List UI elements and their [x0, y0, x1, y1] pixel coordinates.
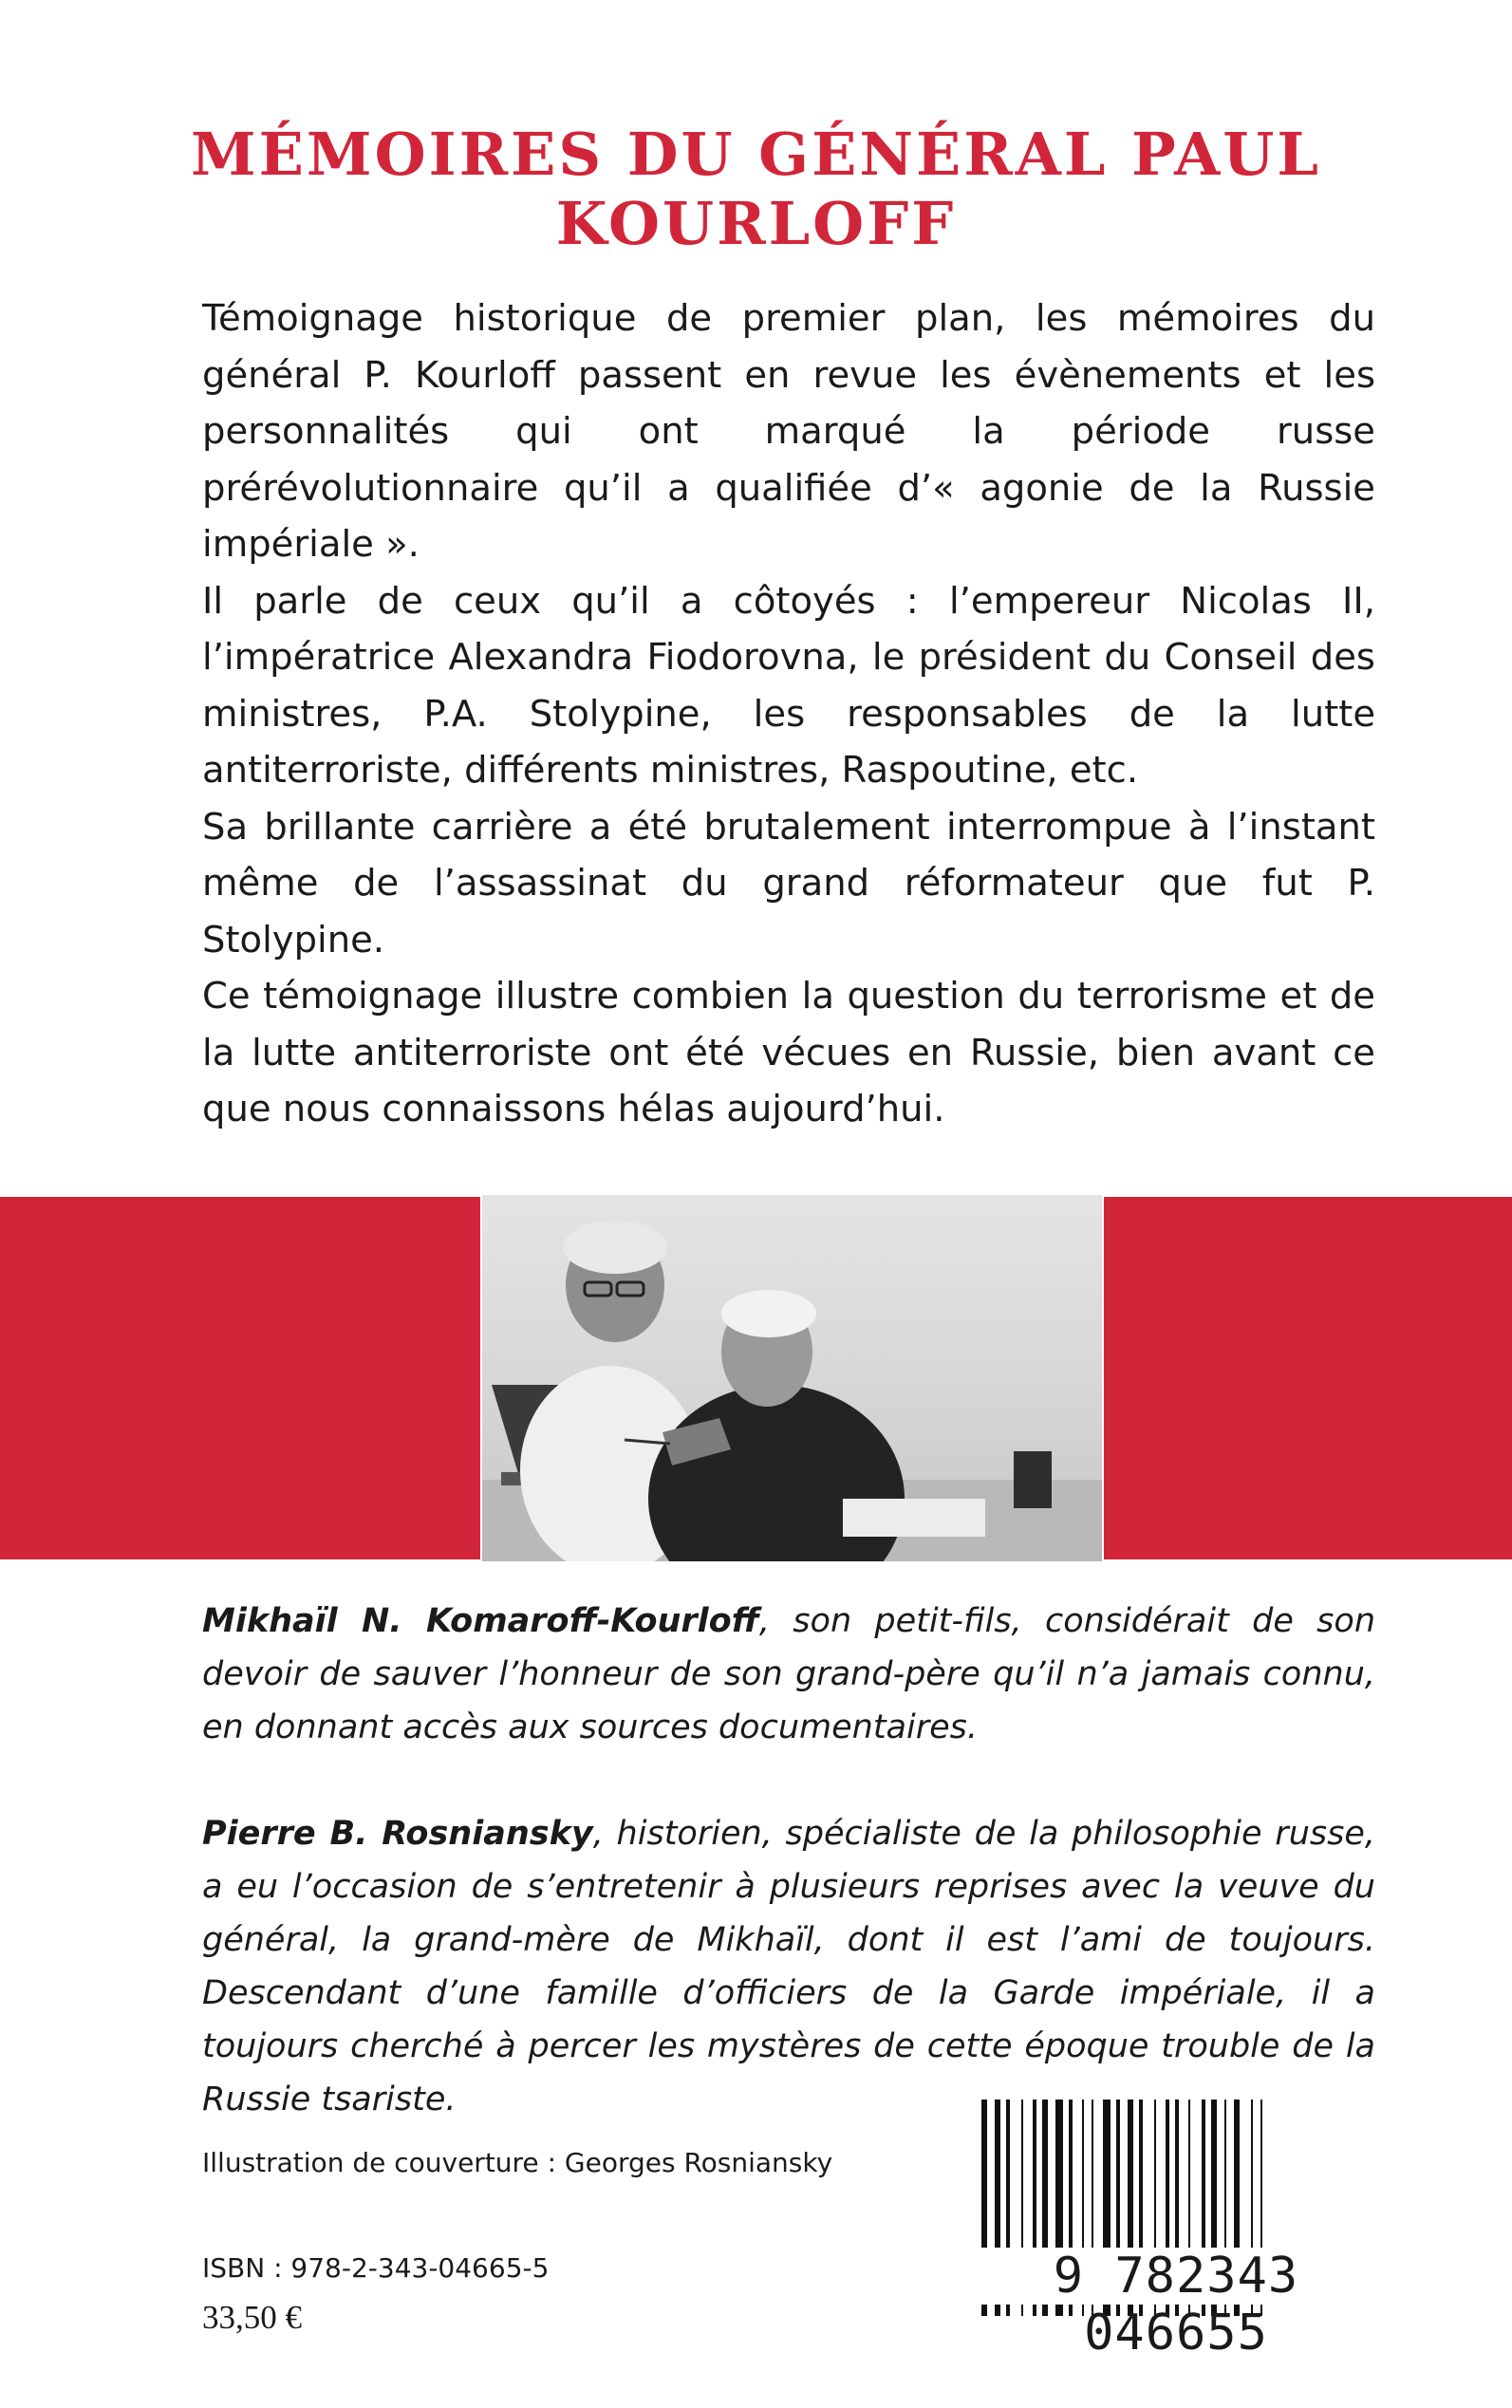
bio-paragraph — [202, 1807, 1375, 2126]
bio-text: , son petit-fils, considérait de son devoir de sauver l’honneur de son grand-père qu’il n’a jamais connu, en donnant accès aux sources documentaires. — [202, 1602, 1375, 1746]
authors-photo-illustration — [482, 1195, 1102, 1561]
cover-credit: Illustration de couverture : Georges Rosniansky — [202, 2147, 833, 2178]
bio-name: Mikhaïl N. Komaroff-Kourloff — [202, 1602, 759, 1640]
summary-text — [202, 290, 1375, 1138]
bio-text: , historien, spécialiste de la philosophie russe, a eu l’occasion de s’entretenir à plusieurs reprises avec la veuve du général, la grand-mère de Mikhaïl, dont il est l’ami de toujours. Descendant d’une famille d’officiers de la Garde impériale, il a toujours cherché à percer les mystères de cette époque trouble de la Russie tsariste. — [202, 1815, 1376, 2119]
authors-photo — [482, 1195, 1102, 1561]
book-title: MÉMOIRES DU GÉNÉRAL PAUL KOURLOFF — [191, 120, 1321, 258]
bio-paragraph — [202, 1595, 1375, 1754]
author-bios — [202, 1595, 1375, 2179]
price: 33,50 € — [202, 2299, 302, 2336]
summary-paragraph: Sa brillante carrière a été brutalement interrompue à l’instant même de l’assassinat du grand réformateur que fut P. Stolypine. — [202, 805, 1375, 961]
barcode-digits: 9 782343 046655 — [970, 2248, 1382, 2305]
bio-name: Pierre B. Rosniansky — [202, 1815, 593, 1853]
isbn: ISBN : 978-2-343-04665-5 — [202, 2252, 550, 2284]
summary-paragraph: Témoignage historique de premier plan, les mémoires du général P. Kourloff passent en revue les évènements et les personnalités qui ont marqué la période russe prérévolutionnaire qu’il a qualifiée d’« agonie de la Russie impériale ». — [202, 297, 1375, 566]
summary-paragraph: Ce témoignage illustre combien la question du terrorisme et de la lutte antiterroriste ont été vécues en Russie, bien avant ce que nous connaissons hélas aujourd’hui. — [202, 975, 1375, 1130]
summary-paragraph: Il parle de ceux qu’il a côtoyés : l’empereur Nicolas II, l’impératrice Alexandra Fiodorovna, le président du Conseil des ministres, P.A. Stolypine, les responsables de la lutte antiterroriste, différents ministres, Raspoutine, etc. — [202, 579, 1375, 792]
